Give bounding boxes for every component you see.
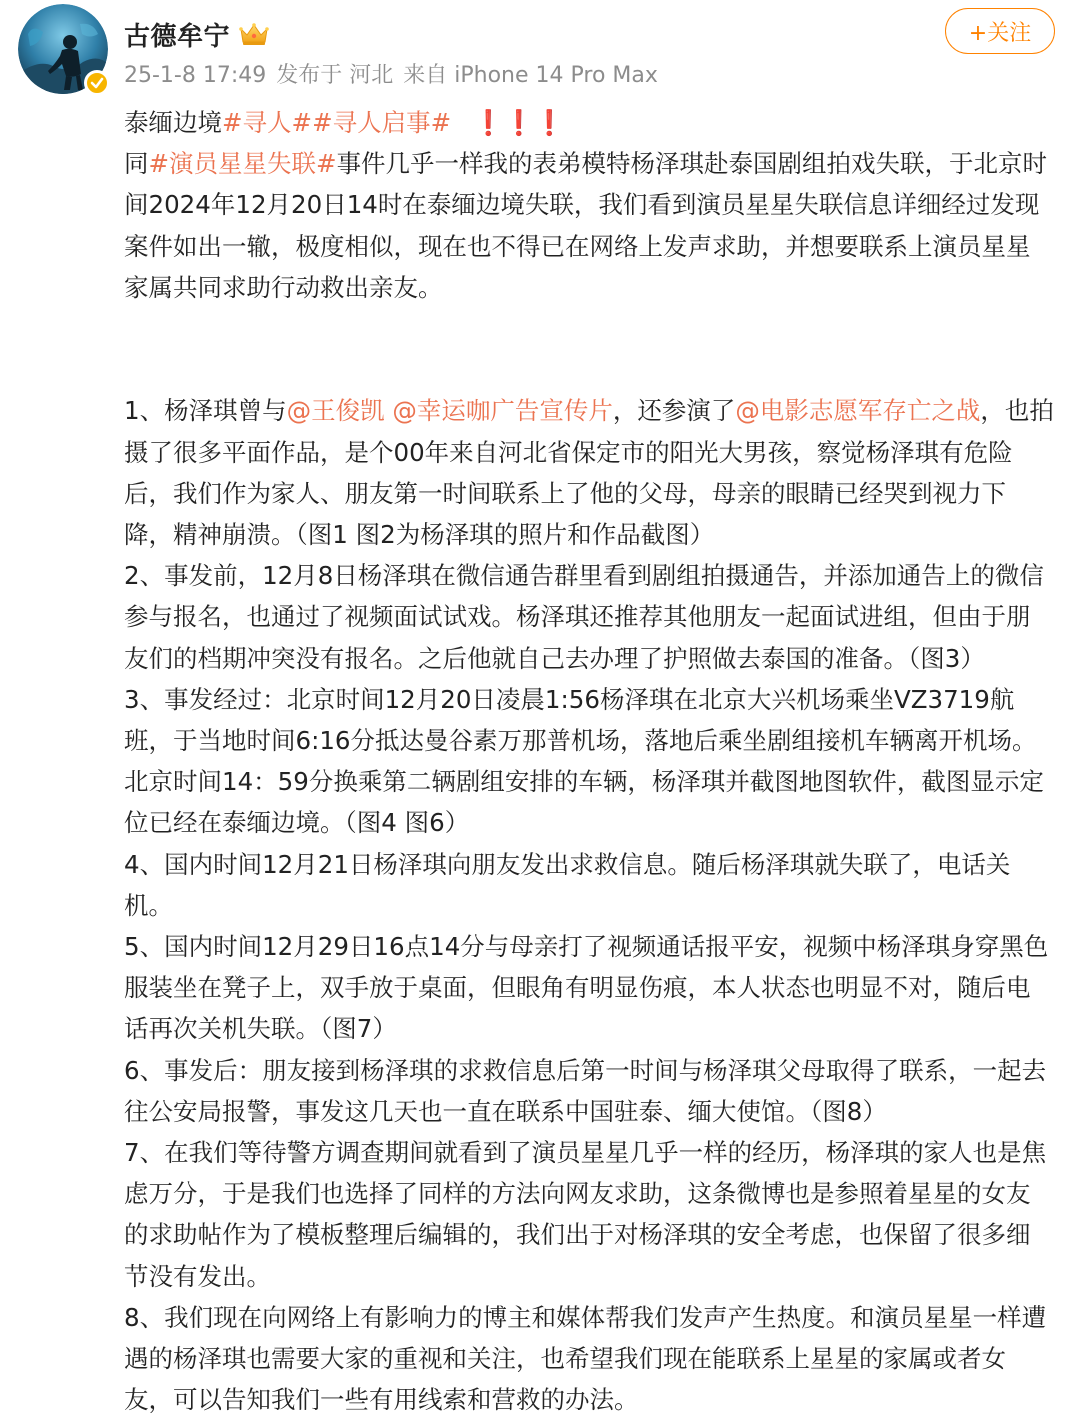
list-item-4: 4、国内时间12月21日杨泽琪向朋友发出求救信息。随后杨泽琪就失联了，电话关机。 bbox=[124, 849, 1011, 920]
follow-button[interactable]: +关注 bbox=[945, 8, 1055, 54]
intro-text: 事件几乎一样我的表弟模特杨泽琪赴泰国剧组拍戏失联，于北京时间2024年12月20日14时在泰缅边境失联，我们看到演员星星失联信息详细经过发现案件如出一辙，极度相似，现在也不得已在网络上发声求助，并想要联系上演员星星家属共同求助行动救出亲友。 bbox=[124, 149, 1048, 302]
item1-text: ，也拍摄了很多平面作品，是个00年来自河北省保定市的阳光大男孩，察觉杨泽琪有危险后，我们作为家人、朋友第一时间联系上了他的父母，母亲的眼睛已经哭到视力下降，精神崩溃。（图1 图2为杨泽琪的照片和作品截图） bbox=[124, 396, 1054, 549]
mention-link[interactable]: @幸运咖广告宣传片 bbox=[392, 396, 613, 426]
post-location: 发布于 河北 bbox=[276, 63, 394, 88]
post-content bbox=[124, 102, 1054, 1420]
mention-link[interactable]: @电影志愿军存亡之战 bbox=[735, 396, 981, 426]
mention-link[interactable]: @王俊凯 bbox=[286, 396, 385, 426]
post-meta bbox=[124, 58, 668, 89]
exclamation-icons: ❗❗❗ bbox=[473, 108, 565, 137]
username[interactable]: 古德牟宁 bbox=[124, 21, 231, 52]
item1-prefix: 1、杨泽琪曾与 bbox=[124, 396, 287, 426]
list-item-2: 2、事发前，12月8日杨泽琪在微信通告群里看到剧组拍摄通告，并添加通告上的微信参与报名，也通过了视频面试试戏。杨泽琪还推荐其他朋友一起面试进组，但由于朋友们的档期冲突没有报名。之后他就自己去办理了护照做去泰国的准备。（图3） bbox=[124, 561, 1044, 673]
username-row bbox=[124, 14, 270, 54]
verified-badge-icon bbox=[84, 70, 110, 96]
item1-mid: ，还参演了 bbox=[612, 396, 736, 426]
headline-text: 泰缅边境 bbox=[124, 108, 222, 137]
post-time[interactable]: 25-1-8 17:49 bbox=[124, 63, 267, 88]
blank-line bbox=[124, 308, 1054, 349]
list-item-5: 5、国内时间12月29日16点14分与母亲打了视频通话报平安，视频中杨泽琪身穿黑色服装坐在凳子上，双手放于桌面，但眼角有明显伤痕，本人状态也明显不对，随后电话再次关机失联。（图7） bbox=[124, 932, 1049, 1044]
post-intro bbox=[124, 143, 1054, 308]
topic-link[interactable]: #寻人启事# bbox=[312, 108, 452, 137]
post-headline bbox=[124, 102, 1054, 143]
list-item-8: 8、我们现在向网络上有影响力的博主和媒体帮我们发声产生热度。和演员星星一样遭遇的杨泽琪也需要大家的重视和关注，也希望我们现在能联系上星星的家属或者女友，可以告知我们一些有用线索和营救的办法。 bbox=[124, 1302, 1047, 1415]
list-item-1 bbox=[124, 390, 1054, 555]
avatar[interactable] bbox=[18, 4, 108, 94]
topic-link[interactable]: #演员星星失联# bbox=[148, 149, 337, 179]
list-item-6: 6、事发后：朋友接到杨泽琪的求救信息后第一时间与杨泽琪父母取得了联系，一起去往公安局报警，事发这几天也一直在联系中国驻泰、缅大使馆。（图8） bbox=[124, 1055, 1047, 1126]
vip-crown-icon[interactable] bbox=[238, 21, 270, 47]
topic-link[interactable]: #寻人# bbox=[222, 108, 313, 137]
post-device: 来自 iPhone 14 Pro Max bbox=[403, 63, 658, 88]
list-item-3: 3、事发经过：北京时间12月20日凌晨1:56杨泽琪在北京大兴机场乘坐VZ3719航班，于当地时间6:16分抵达曼谷素万那普机场，落地后乘坐剧组接机车辆离开机场。北京时间14：59分换乘第二辆剧组安排的车辆，杨泽琪并截图地图软件，截图显示定位已经在泰缅边境。（图4 图6） bbox=[124, 684, 1044, 838]
intro-prefix: 同 bbox=[124, 149, 149, 179]
list-item-7: 7、在我们等待警方调查期间就看到了演员星星几乎一样的经历，杨泽琪的家人也是焦虑万分，于是我们也选择了同样的方法向网友求助，这条微博也是参照着星星的女友的求助帖作为了模板整理后编辑的，我们出于对杨泽琪的安全考虑，也保留了很多细节没有发出。 bbox=[124, 1138, 1047, 1291]
blank-line bbox=[124, 349, 1054, 390]
